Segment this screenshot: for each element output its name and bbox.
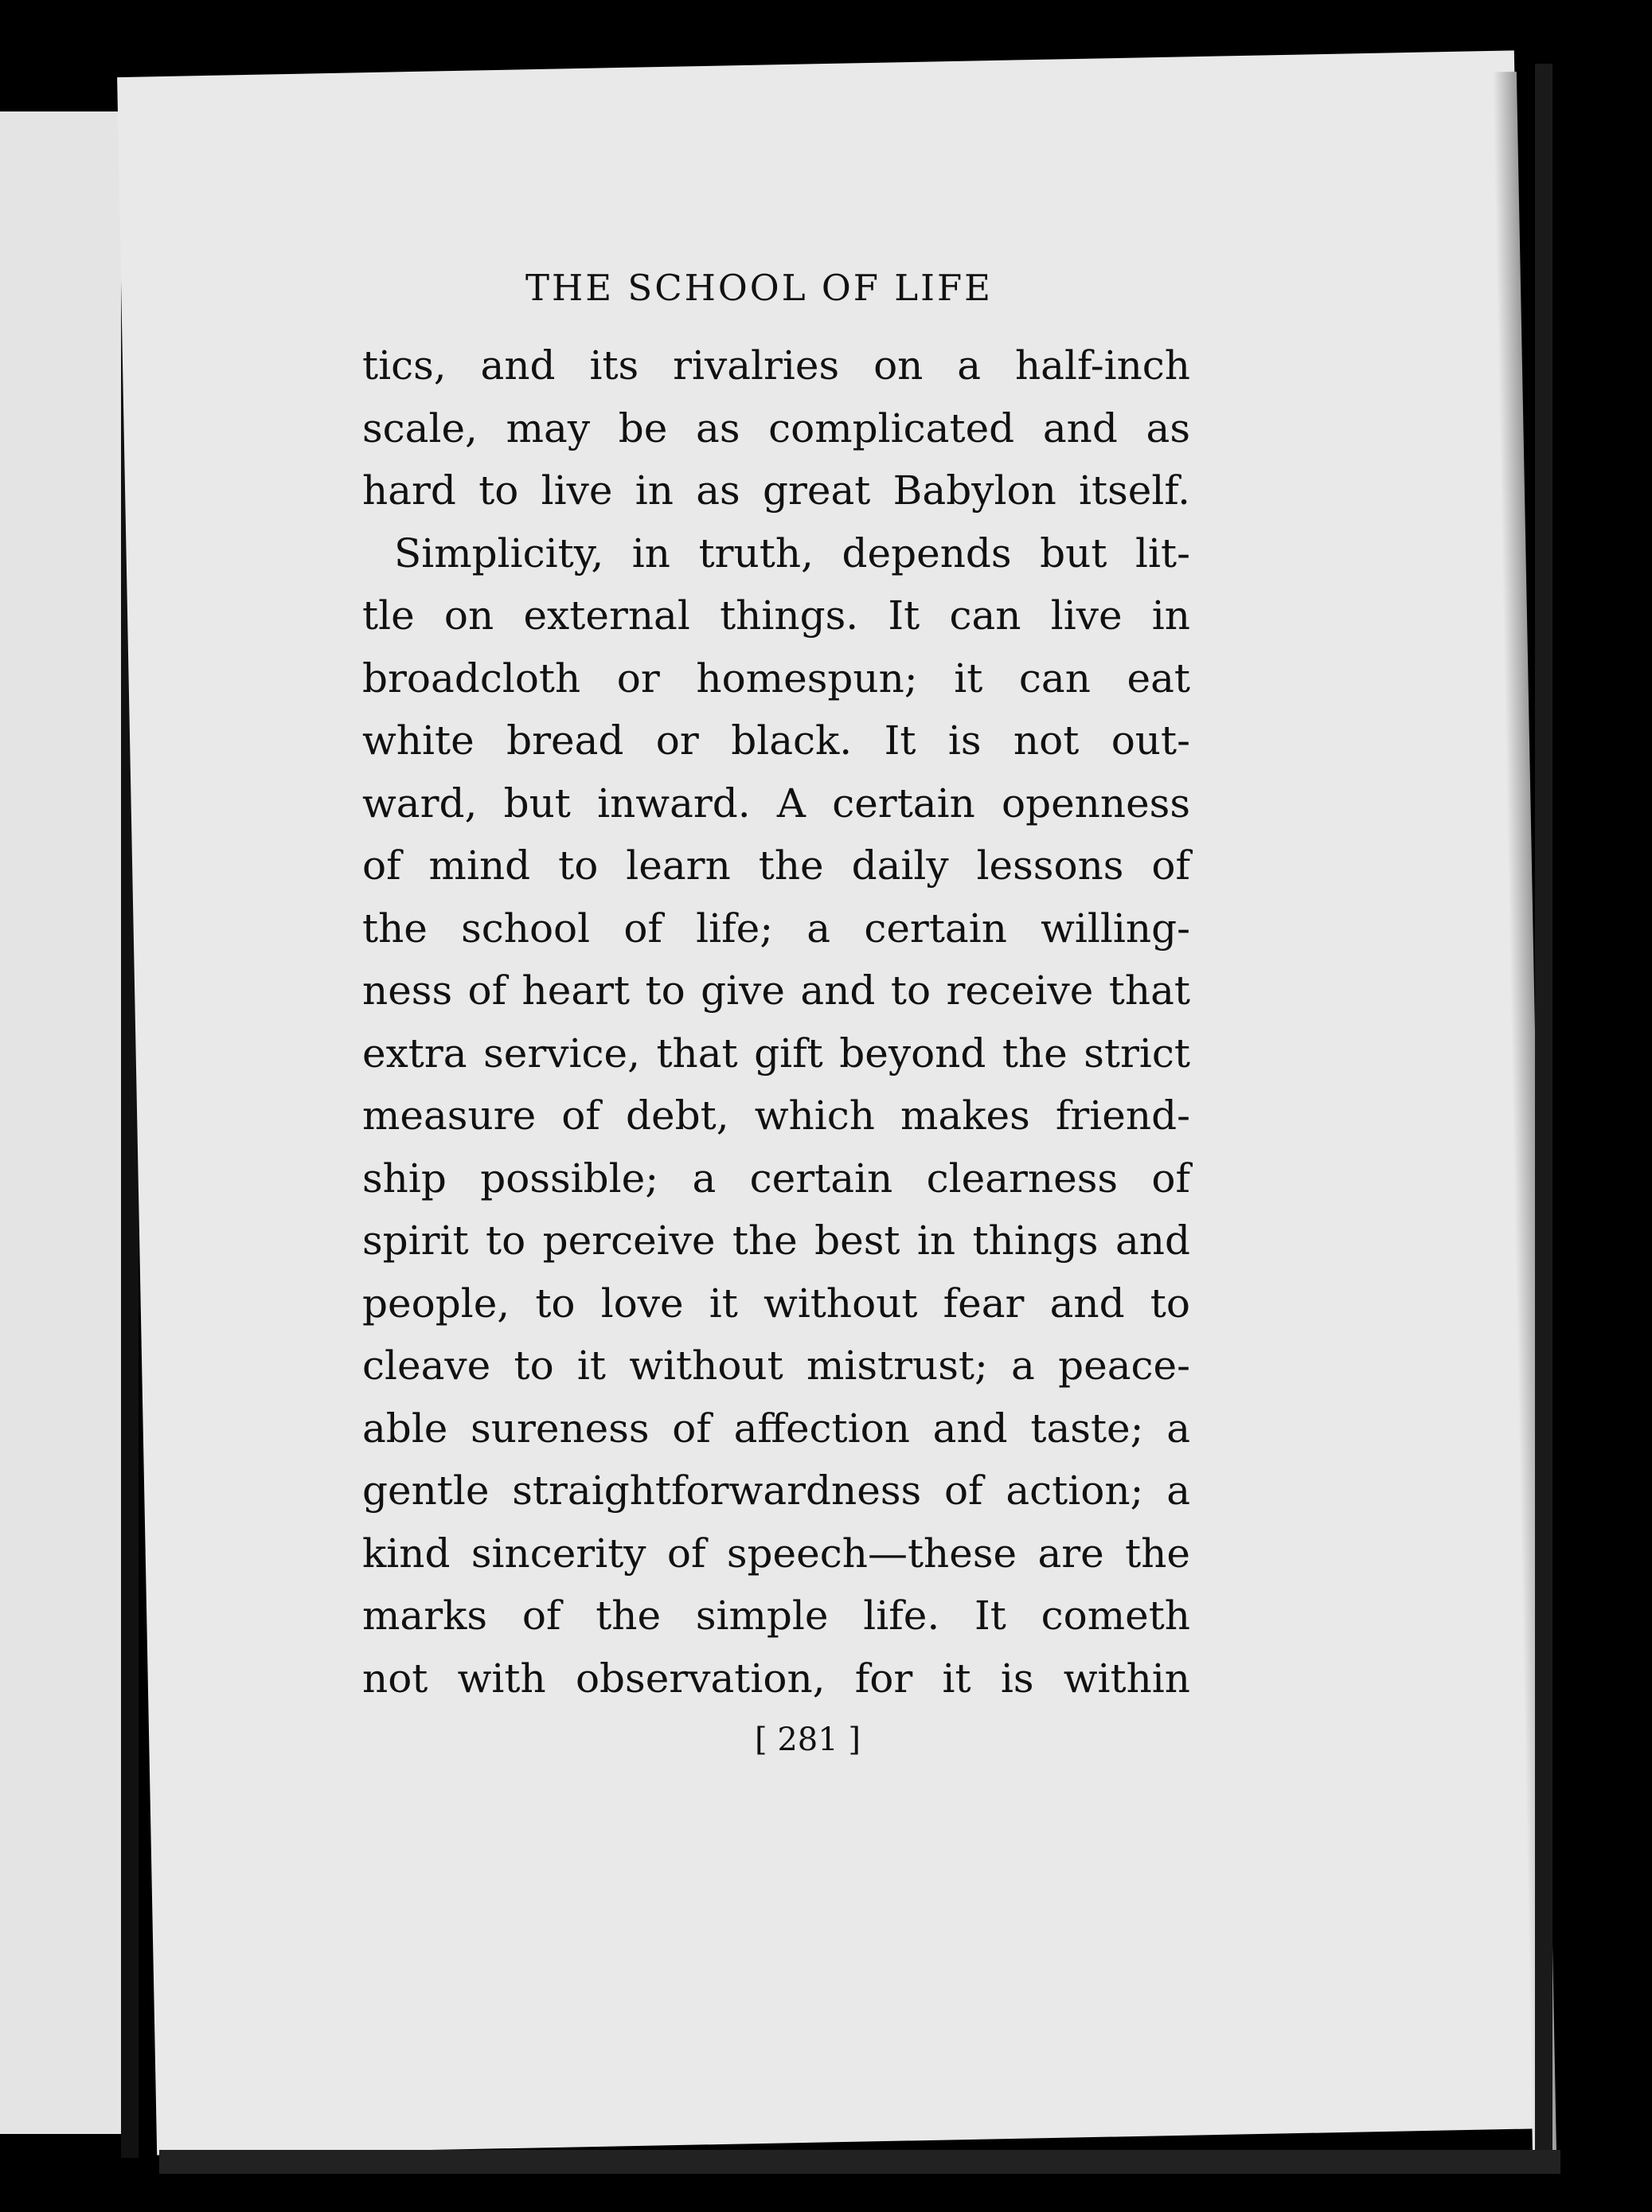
text-line: tle on external things. It can live in xyxy=(362,592,1190,639)
page-number: [ 281 ] xyxy=(755,1722,861,1758)
text-line: kind sincerity of speech—these are the xyxy=(362,1530,1190,1577)
text-line: the school of life; a certain willing- xyxy=(362,905,1190,952)
text-line: not with observation, for it is within xyxy=(362,1655,1190,1702)
text-line: ward, but inward. A certain openness xyxy=(362,780,1190,827)
text-line: broadcloth or homespun; it can eat xyxy=(362,655,1190,702)
text-line: Simplicity, in truth, depends but lit- xyxy=(394,530,1190,576)
text-line: white bread or black. It is not out- xyxy=(362,717,1190,764)
text-line: cleave to it without mistrust; a peace- xyxy=(362,1342,1190,1389)
text-line: gentle straightforwardness of action; a xyxy=(362,1468,1190,1514)
text-line: spirit to perceive the best in things and xyxy=(362,1217,1190,1264)
body-text xyxy=(362,334,1190,1710)
bottom-page-border xyxy=(159,2150,1560,2174)
text-line: scale, may be as complicated and as xyxy=(362,404,1190,451)
text-line: of mind to learn the daily lessons of xyxy=(362,842,1190,889)
text-line: ship possible; a certain clearness of xyxy=(362,1155,1190,1202)
text-line: hard to live in as great Babylon itself. xyxy=(362,467,1190,514)
text-line: people, to love it without fear and to xyxy=(362,1280,1190,1327)
right-page-border xyxy=(1535,64,1552,2166)
text-line: extra service, that gift beyond the strict xyxy=(362,1030,1190,1077)
text-line: able sureness of affection and taste; a xyxy=(362,1405,1190,1452)
text-line: marks of the simple life. It cometh xyxy=(362,1593,1190,1639)
text-line: tics, and its rivalries on a half-inch xyxy=(362,342,1190,389)
text-line: ness of heart to give and to receive that xyxy=(362,967,1190,1014)
facing-page-edge xyxy=(0,111,134,2134)
text-line: measure of debt, which makes friend- xyxy=(362,1092,1190,1139)
running-head: THE SCHOOL OF LIFE xyxy=(525,267,994,309)
